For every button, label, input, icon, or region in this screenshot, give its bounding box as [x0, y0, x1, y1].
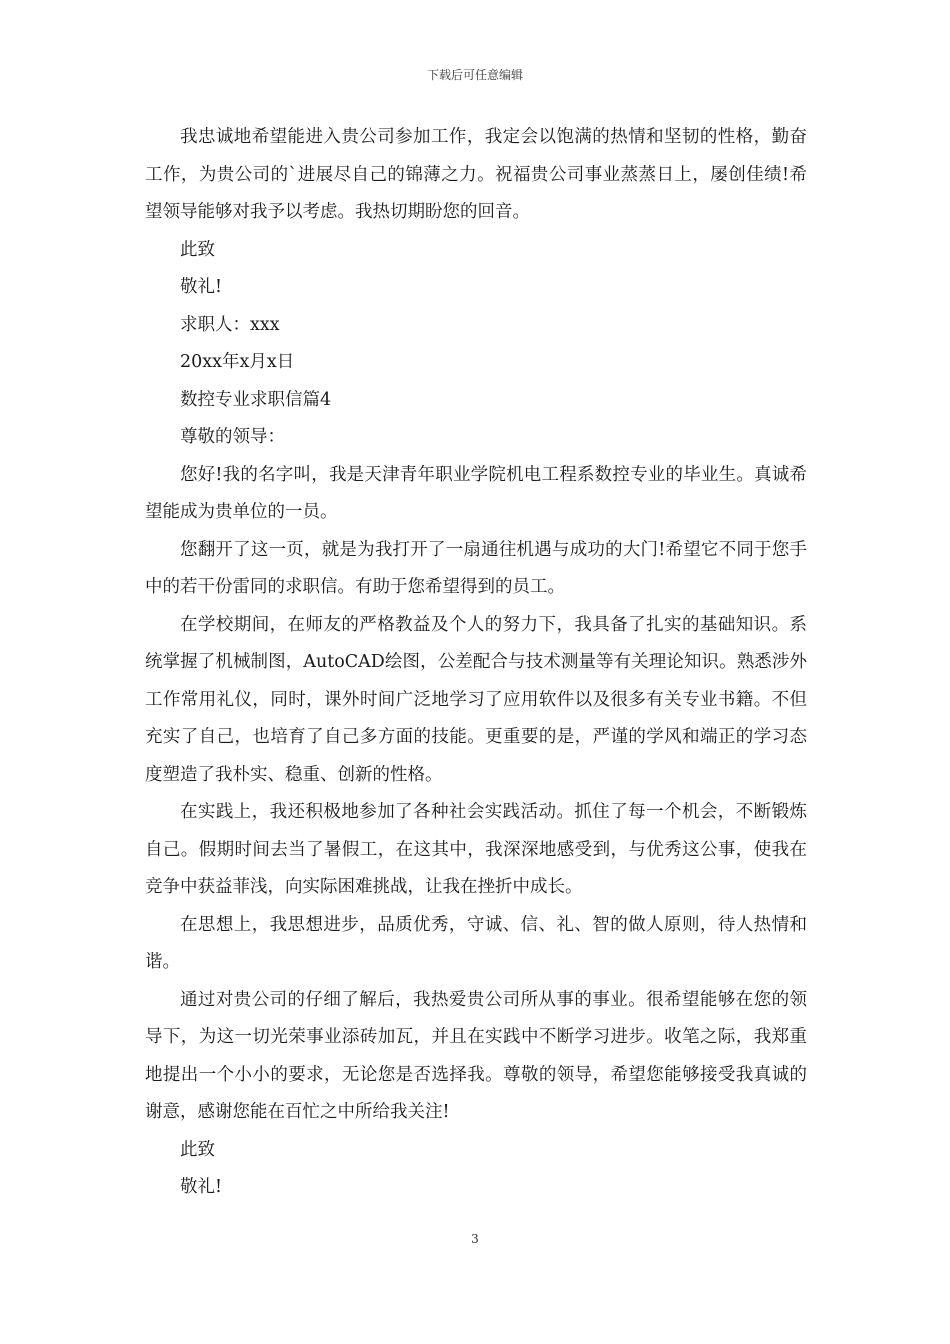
greeting: 尊敬的领导：: [180, 427, 285, 447]
salutation-cizhi-2: 此致: [180, 1139, 215, 1160]
section-title: 数控专业求职信篇4: [180, 389, 332, 410]
paragraph-opening: 您翻开了这一页，就是为我打开了一扇通往机遇与成功的大门!希望它不同于您手中的若干份雷同的求职信。有助于您希望得到的员工。: [145, 539, 807, 597]
salutation-cizhi: 此致: [180, 239, 215, 260]
applicant-signature: 求职人：xxx: [180, 314, 280, 335]
document-body: [145, 119, 807, 1207]
paragraph-thought: 在思想上，我思想进步，品质优秀，守诚、信、礼、智的做人原则，待人热情和谐。: [145, 914, 807, 972]
paragraph-school: 在学校期间，在师友的严格教益及个人的努力下，我具备了扎实的基础知识。系统掌握了机械制图，AutoCAD绘图，公差配合与技术测量等有关理论知识。熟悉涉外工作常用礼仪，同时，课外时间广泛地学习了应用软件以及很多有关专业书籍。不但充实了自己，也培育了自己多方面的技能。更重要的是，严谨的学风和端正的学习态度塑造了我朴实、稳重、创新的性格。: [145, 614, 807, 785]
paragraph-intro: 您好!我的名字叫，我是天津青年职业学院机电工程系数控专业的毕业生。真诚希望能成为贵单位的一员。: [145, 464, 807, 522]
letter-date: 20xx年x月x日: [180, 352, 295, 372]
paragraph-conclusion: 通过对贵公司的仔细了解后，我热爱贵公司所从事的事业。很希望能够在您的领导下，为这一切光荣事业添砖加瓦，并且在实践中不断学习进步。收笔之际，我郑重地提出一个小小的要求，无论您是否选择我。尊敬的领导，希望您能够接受我真诚的谢意，感谢您能在百忙之中所给我关注!: [145, 989, 807, 1122]
salutation-jingli: 敬礼!: [180, 277, 223, 297]
paragraph-practice: 在实践上，我还积极地参加了各种社会实践活动。抓住了每一个机会，不断锻炼自己。假期时间去当了暑假工，在这其中，我深深地感受到，与优秀这公事，使我在竞争中获益菲浅，向实际困难挑战，让我在挫折中成长。: [145, 802, 807, 897]
page-header: 下载后可任意编辑: [426, 68, 523, 82]
page-number: 3: [471, 1232, 479, 1246]
salutation-jingli-2: 敬礼!: [180, 1177, 223, 1197]
paragraph-closing-wish: 我忠诚地希望能进入贵公司参加工作，我定会以饱满的热情和坚韧的性格，勤奋工作，为贵公司的`进展尽自己的锦薄之力。祝福贵公司事业蒸蒸日上，屡创佳绩!希望领导能够对我予以考虑。我热切期盼您的回音。: [145, 127, 807, 222]
